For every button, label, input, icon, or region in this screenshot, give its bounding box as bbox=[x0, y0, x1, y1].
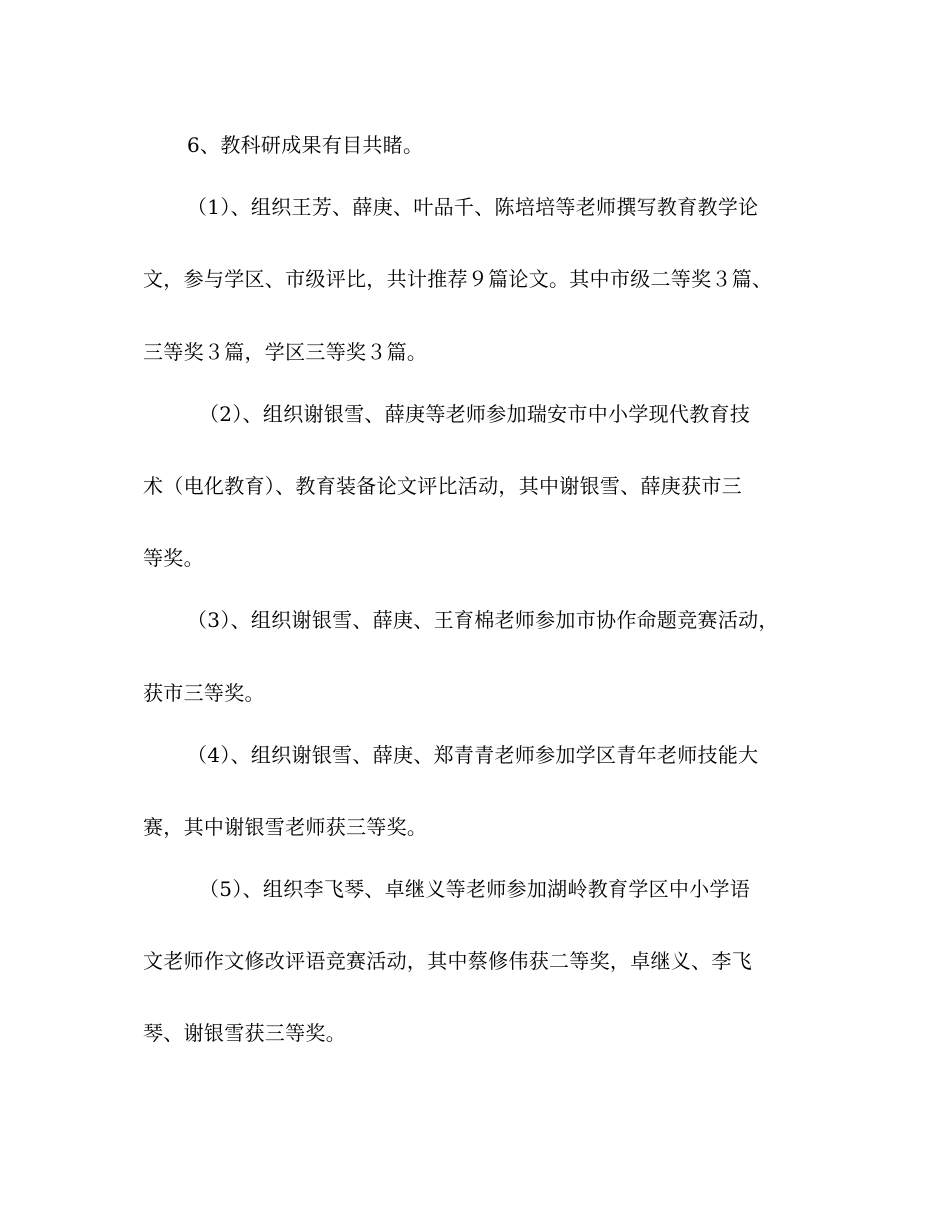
paragraph-line: 获市三等奖。 bbox=[143, 681, 265, 705]
section-heading: 6、教科研成果有目共睹。 bbox=[187, 133, 424, 157]
paragraph-line: 术（电化教育）、教育装备论文评比活动，其中谢银雪、薛庚获市三 bbox=[143, 474, 742, 498]
paragraph-line: （2）、组织谢银雪、薛庚等老师参加瑞安市中小学现代教育技 bbox=[199, 402, 751, 426]
paragraph-line: 赛，其中谢银雪老师获三等奖。 bbox=[143, 815, 428, 839]
paragraph-line: 文老师作文修改评语竞赛活动，其中蔡修伟获二等奖，卓继义、李飞 bbox=[143, 949, 752, 973]
paragraph-line: 文，参与学区、市级评比，共计推荐９篇论文。其中市级二等奖３篇、 bbox=[143, 267, 773, 291]
paragraph-line: 等奖。 bbox=[143, 546, 204, 570]
paragraph-line: （4）、组织谢银雪、薛庚、郑青青老师参加学区青年老师技能大 bbox=[187, 743, 759, 767]
paragraph-line: 琴、谢银雪获三等奖。 bbox=[143, 1021, 346, 1045]
paragraph-line: （1）、组织王芳、薛庚、叶品千、陈培培等老师撰写教育教学论 bbox=[187, 195, 759, 219]
paragraph-line: （3）、组织谢银雪、薛庚、王育棉老师参加市协作命题竞赛活动， bbox=[187, 608, 779, 632]
paragraph-line: 三等奖３篇，学区三等奖３篇。 bbox=[143, 340, 428, 364]
paragraph-line: （5）、组织李飞琴、卓继义等老师参加湖岭教育学区中小学语 bbox=[199, 877, 751, 901]
